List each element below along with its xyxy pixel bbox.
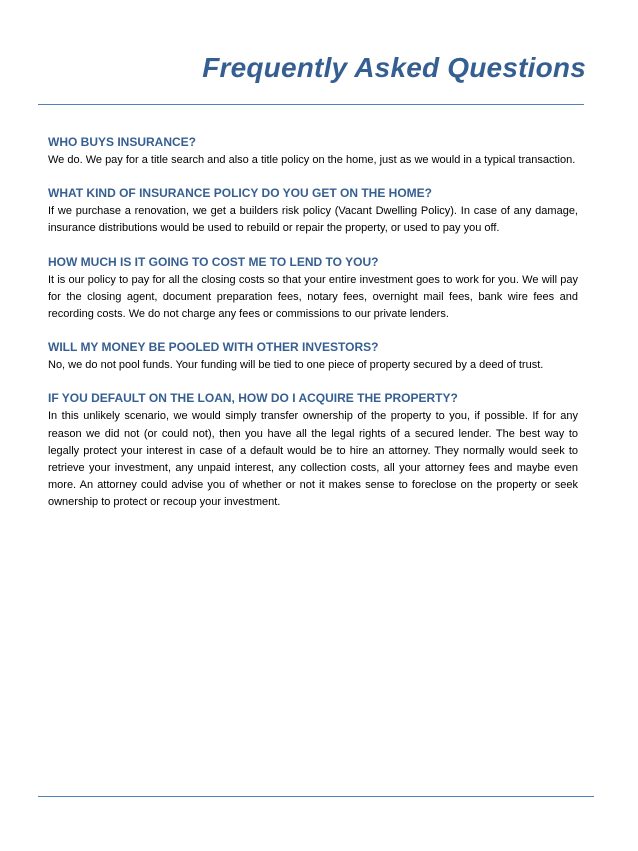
faq-answer: In this unlikely scenario, we would simply transfer ownership of the property to you, if possible. If for any reason we did not (or could not), then you have all the legal rights of a secured lender. The best way to legally protect your interest in case of a default would be to hire an attorney. They normally would seek to retrieve your investment, any unpaid interest, any collection costs, all your attorney fees and maybe even more. An attorney could advise you of whether or not it makes sense to foreclose on the property or seek ownership to protect or recoup your investment. xyxy=(48,410,578,509)
faq-answer: No, we do not pool funds. Your funding will be tied to one piece of property secured by a deed of trust. xyxy=(48,359,544,372)
faq-item xyxy=(48,339,578,374)
faq-question: HOW MUCH IS IT GOING TO COST ME TO LEND TO YOU? xyxy=(48,254,379,269)
faq-question: WHO BUYS INSURANCE? xyxy=(48,135,197,149)
faq-item xyxy=(48,134,578,169)
faq-list xyxy=(48,134,578,528)
faq-question: IF YOU DEFAULT ON THE LOAN, HOW DO I ACQUIRE THE PROPERTY? xyxy=(48,391,458,406)
faq-question: WILL MY MONEY BE POOLED WITH OTHER INVESTORS? xyxy=(48,340,379,355)
faq-item xyxy=(48,185,578,237)
faq-item xyxy=(48,254,578,324)
faq-question: WHAT KIND OF INSURANCE POLICY DO YOU GET ON THE HOME? xyxy=(48,186,433,201)
faq-answer: We do. We pay for a title search and also a title policy on the home, just as we would in a typical transaction. xyxy=(48,154,576,166)
faq-answer: If we purchase a renovation, we get a builders risk policy (Vacant Dwelling Policy). In case of any damage, insurance distributions would be used to rebuild or repair the property, or used to pay you off. xyxy=(48,205,578,235)
faq-answer: It is our policy to pay for all the closing costs so that your entire investment goes to work for you. We will pay for the closing agent, document preparation fees, notary fees, overnight mail fees, bank wire fees and recording costs. We do not charge any fees or commissions to our private lenders. xyxy=(48,273,578,321)
faq-item xyxy=(48,390,578,511)
title-divider xyxy=(38,104,584,105)
footer-divider xyxy=(38,796,594,797)
page-title: Frequently Asked Questions xyxy=(202,52,586,83)
